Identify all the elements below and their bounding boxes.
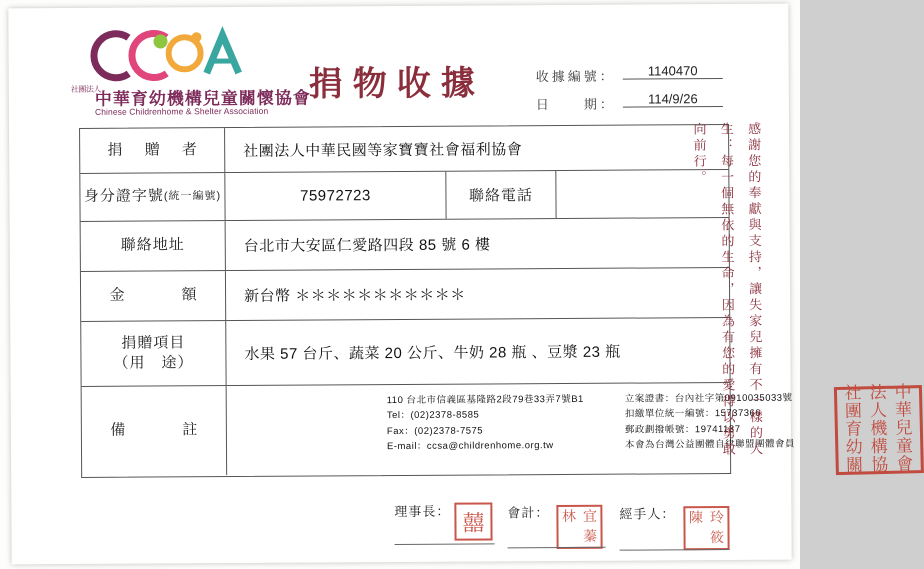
donor-value: 社團法人中華民國等家寶寶社會福利協會	[243, 140, 523, 160]
address-label: 聯絡地址	[81, 221, 226, 271]
id-label-sub: (統一編號)	[163, 190, 222, 203]
document-title: 捐物收據	[308, 63, 485, 105]
accountant-seal	[556, 505, 602, 549]
org-name-cn: 中華育幼機構兒童關懷協會	[94, 88, 311, 109]
accountant-label: 會計：	[507, 505, 550, 521]
org-small-label: 社團法人	[70, 84, 101, 95]
receipt-paper	[8, 4, 914, 565]
remarks-tel: Tel：(02)2378-8585	[386, 409, 480, 422]
remarks-license: 立案證書：台內社字第0910035033號	[624, 392, 793, 405]
remarks-email: E-mail：ccsa@childrenhome.org.tw	[386, 440, 554, 453]
donor-label: 捐 贈 者	[80, 128, 225, 173]
handler-seal-c1: 陳	[688, 510, 703, 527]
remarks-tax-id: 扣繳單位統一編號：15737366	[624, 408, 762, 421]
item-label-line1: 捐贈項目	[121, 334, 186, 352]
phone-label: 聯絡電話	[445, 171, 555, 219]
address-value: 台北市大安區仁愛路四段 85 號 6 樓	[243, 236, 491, 255]
remarks-contact-block	[387, 392, 617, 455]
remarks-address: 110 台北市信義區基隆路2段79巷33弄7號B1	[386, 393, 584, 407]
handler-signature-line	[620, 549, 730, 551]
id-label-main: 身分證字號	[83, 187, 164, 206]
organization-logo	[70, 27, 311, 118]
id-value: 75972723	[300, 187, 371, 205]
remark-label: 備 註	[82, 386, 228, 476]
table-row-amount	[81, 268, 729, 322]
table-row-address	[81, 218, 729, 272]
chairman-signature-line	[395, 543, 495, 545]
amount-value: 新台幣 ＊＊＊＊＊＊＊＊＊＊＊	[244, 286, 466, 305]
table-row-remarks	[82, 382, 914, 476]
receipt-no-value: 1140470	[623, 63, 723, 80]
handler-seal-c4: 筱	[710, 530, 725, 547]
accountant-seal-c4: 蓁	[582, 528, 598, 545]
item-label-line2: （用 途）	[113, 354, 194, 372]
accountant-seal-c1: 林	[561, 508, 576, 526]
chairman-seal: 囍	[454, 502, 492, 540]
remark-value	[227, 382, 914, 476]
item-label	[81, 321, 226, 386]
handler-seal	[683, 506, 729, 550]
receipt-table	[79, 124, 914, 478]
receipt-date-value: 114/9/26	[623, 91, 723, 108]
ccsa-logo-icon	[88, 27, 268, 84]
org-name-en: Chinese Childrenhome & Shelter Association	[94, 105, 269, 117]
remarks-postal-account: 郵政劃撥帳號：19741137	[624, 423, 741, 436]
remarks-fax: Fax：(02)2378-7575	[386, 425, 484, 437]
chairman-label: 理事長：	[394, 503, 451, 520]
receipt-date-label: 日 期：	[535, 96, 616, 113]
receipt-no-label: 收據編號：	[535, 68, 616, 85]
side-thankyou-text: 感謝您的奉獻與支持，讓失家兒擁有不一樣的人生：每一個無依的生命，因為有您的愛得以勇敢向前行。	[691, 121, 764, 459]
accountant-seal-c2: 宜	[582, 508, 597, 525]
id-label	[80, 173, 225, 221]
table-row-items	[81, 318, 729, 387]
organization-seal-stamp: 社 法 中 團 人 華 育 機 兒 幼 構 童 關 協 會	[834, 385, 924, 475]
item-value: 水果 57 台斤、蔬菜 20 公斤、牛奶 28 瓶 、豆漿 23 瓶	[244, 343, 621, 363]
remarks-membership: 本會為台灣公益團體自律聯盟團體會員	[624, 438, 796, 451]
table-row-donor	[80, 125, 728, 174]
table-row-id	[80, 170, 728, 222]
handler-seal-c2: 玲	[709, 510, 724, 527]
amount-label: 金 額	[81, 271, 226, 321]
handler-label: 經手人：	[619, 506, 676, 522]
